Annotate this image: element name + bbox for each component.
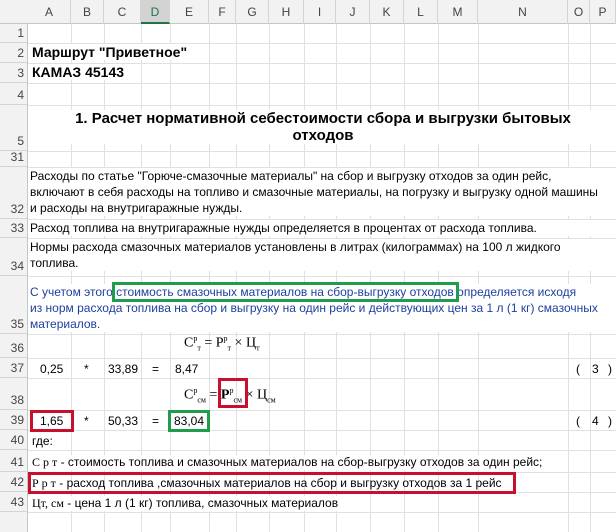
column-n[interactable]: N bbox=[478, 0, 568, 24]
symbol-sub: т bbox=[227, 343, 232, 353]
symbol-ts: Ц bbox=[256, 387, 268, 403]
vehicle-name: КАМАЗ 45143 bbox=[32, 64, 128, 80]
symbol-sub: см bbox=[197, 395, 206, 405]
symbol-sup: р bbox=[193, 386, 198, 395]
row-3[interactable]: 3 bbox=[0, 63, 27, 83]
cell-b39[interactable]: * bbox=[84, 414, 89, 428]
paragraph-line2: из норм расхода топлива на сбор и выгрузку на один рейс и действующих цен за 1 л (1 кг) смазочных bbox=[30, 301, 598, 315]
green-highlight-box bbox=[112, 282, 459, 302]
section-title bbox=[30, 110, 616, 144]
row-2[interactable]: 2 bbox=[0, 43, 27, 63]
paragraph-suffix: определяется исходя bbox=[453, 285, 577, 299]
cell-p37[interactable]: 3 bbox=[592, 362, 599, 376]
multiply-sign: × bbox=[242, 387, 257, 403]
grid-line bbox=[28, 83, 616, 84]
grid-line bbox=[568, 24, 569, 532]
grid-line bbox=[28, 410, 616, 411]
definition-text: - цена 1 л (1 кг) топлива, смазочных материалов bbox=[63, 496, 339, 510]
column-h[interactable]: H bbox=[269, 0, 304, 24]
cell-q39[interactable]: ) bbox=[608, 414, 612, 428]
section-title-line2: отходов bbox=[292, 127, 354, 144]
row-35[interactable]: 35 bbox=[0, 276, 27, 334]
formula-fuel-cost bbox=[184, 334, 260, 352]
symbol-sub: см bbox=[267, 395, 276, 405]
symbol-sup: р bbox=[229, 386, 234, 395]
grid-line bbox=[28, 450, 616, 451]
definition-text: - стоимость топлива и смазочных материалов на сбор-выгрузку отходов за один рейс; bbox=[57, 455, 543, 469]
column-b[interactable]: B bbox=[71, 0, 104, 24]
symbol-sub: т bbox=[197, 343, 201, 353]
symbol-sup: р bbox=[223, 334, 228, 343]
symbol-ts: Ц bbox=[245, 335, 257, 351]
cell-c39[interactable]: 50,33 bbox=[108, 414, 139, 428]
definition-symbol: Цт, см bbox=[32, 496, 64, 510]
grid-line bbox=[28, 151, 616, 152]
paragraph-prefix: С учетом этого bbox=[30, 285, 117, 299]
grid-line bbox=[28, 358, 616, 359]
equals-sign: = bbox=[205, 387, 221, 403]
column-p[interactable]: P bbox=[590, 0, 616, 24]
cell-a37[interactable]: 0,25 bbox=[40, 362, 64, 376]
row-42[interactable]: 42 bbox=[0, 472, 27, 492]
symbol-p: Р bbox=[215, 335, 224, 351]
row-38[interactable]: 38 bbox=[0, 378, 27, 410]
row-39[interactable]: 39 bbox=[0, 410, 27, 430]
row-37[interactable]: 37 bbox=[0, 358, 27, 378]
grid-line bbox=[28, 430, 616, 431]
cell-o39[interactable]: ( bbox=[576, 414, 580, 428]
grid-line bbox=[28, 378, 616, 379]
definition-price bbox=[32, 496, 342, 511]
route-title: Маршрут "Приветное" bbox=[32, 44, 191, 60]
cell-a39[interactable]: 1,65 bbox=[40, 414, 64, 428]
column-g[interactable]: G bbox=[236, 0, 269, 24]
section-title-line1: 1. Расчет нормативной себестоимости сбора и выгрузки бытовых bbox=[75, 110, 571, 127]
highlighted-phrase: стоимость смазочных материалов на сбор-выгрузку отходов bbox=[116, 285, 454, 299]
paragraph-garage-needs: Расход топлива на внутригаражные нужды определяется в процентах от расхода топлива. bbox=[30, 220, 600, 236]
equals-sign: = bbox=[200, 335, 216, 351]
symbol-sup: р bbox=[193, 334, 198, 343]
cell-d37[interactable]: = bbox=[152, 362, 160, 376]
row-31[interactable]: 31 bbox=[0, 151, 27, 167]
paragraph-lubricant-norms: Нормы расхода смазочных материалов установлены в литрах (килограммах) на 100 л жидкого топлива. bbox=[30, 239, 600, 271]
column-header-bar bbox=[0, 0, 616, 24]
symbol-c: С bbox=[184, 335, 194, 351]
row-43[interactable]: 43 bbox=[0, 492, 27, 512]
cell-c37[interactable]: 33,89 bbox=[108, 362, 139, 376]
red-highlight-box bbox=[218, 378, 248, 408]
column-m[interactable]: M bbox=[438, 0, 478, 24]
grid-line bbox=[28, 512, 616, 513]
cell-e37[interactable]: 8,47 bbox=[175, 362, 199, 376]
grid-line bbox=[28, 105, 616, 106]
row-41[interactable]: 41 bbox=[0, 450, 27, 472]
cell-d39[interactable]: = bbox=[152, 414, 160, 428]
row-36[interactable]: 36 bbox=[0, 334, 27, 358]
row-header-bar bbox=[0, 24, 28, 532]
definition-text: - расход топлива ,смазочных материалов на сбор и выгрузку отходов за 1 рейс bbox=[55, 476, 502, 490]
column-e[interactable]: E bbox=[170, 0, 209, 24]
column-k[interactable]: K bbox=[370, 0, 404, 24]
row-33[interactable]: 33 bbox=[0, 219, 27, 238]
row-40[interactable]: 40 bbox=[0, 430, 27, 450]
symbol-sub: см bbox=[233, 395, 243, 405]
grid-line bbox=[28, 276, 616, 277]
column-f[interactable]: F bbox=[209, 0, 236, 24]
symbol-c: С bbox=[184, 387, 194, 403]
grid-line bbox=[590, 24, 591, 532]
definition-fuel-cost bbox=[32, 455, 546, 470]
column-o[interactable]: O bbox=[568, 0, 590, 24]
row-4[interactable]: 4 bbox=[0, 83, 27, 105]
row-5[interactable]: 5 bbox=[0, 105, 27, 151]
row-34[interactable]: 34 bbox=[0, 238, 27, 276]
cell-e39[interactable]: 83,04 bbox=[174, 414, 205, 428]
column-i[interactable]: I bbox=[304, 0, 336, 24]
paragraph-line3: материалов. bbox=[30, 317, 101, 331]
row-1[interactable]: 1 bbox=[0, 24, 27, 43]
definition-symbol: Р р т bbox=[32, 476, 56, 490]
column-c[interactable]: C bbox=[104, 0, 141, 24]
grid-line bbox=[28, 334, 616, 335]
symbol-p: Р bbox=[220, 387, 230, 403]
symbol-sub: т bbox=[256, 343, 260, 353]
cell-p39[interactable]: 4 bbox=[592, 414, 599, 428]
definition-fuel-consumption bbox=[32, 476, 502, 491]
cell-q37[interactable]: ) bbox=[608, 362, 612, 376]
where-label: где: bbox=[32, 434, 53, 448]
multiply-sign: × bbox=[231, 335, 246, 351]
column-a[interactable]: A bbox=[28, 0, 71, 24]
definition-symbol: С р т bbox=[32, 455, 58, 469]
cell-o37[interactable]: ( bbox=[576, 362, 580, 376]
column-l[interactable]: L bbox=[404, 0, 438, 24]
column-d[interactable]: D bbox=[141, 0, 170, 24]
paragraph-fuel-costs: Расходы по статье "Горюче-смазочные материалы" на сбор и выгрузку отходов за один рейс, включают в себя расходы на топливо и смазочные материалы, на погрузку и выгрузку одной машины и расходы на внутригаражные нужды. bbox=[30, 168, 600, 216]
row-32[interactable]: 32 bbox=[0, 167, 27, 219]
cell-b37[interactable]: * bbox=[84, 362, 89, 376]
column-j[interactable]: J bbox=[336, 0, 370, 24]
